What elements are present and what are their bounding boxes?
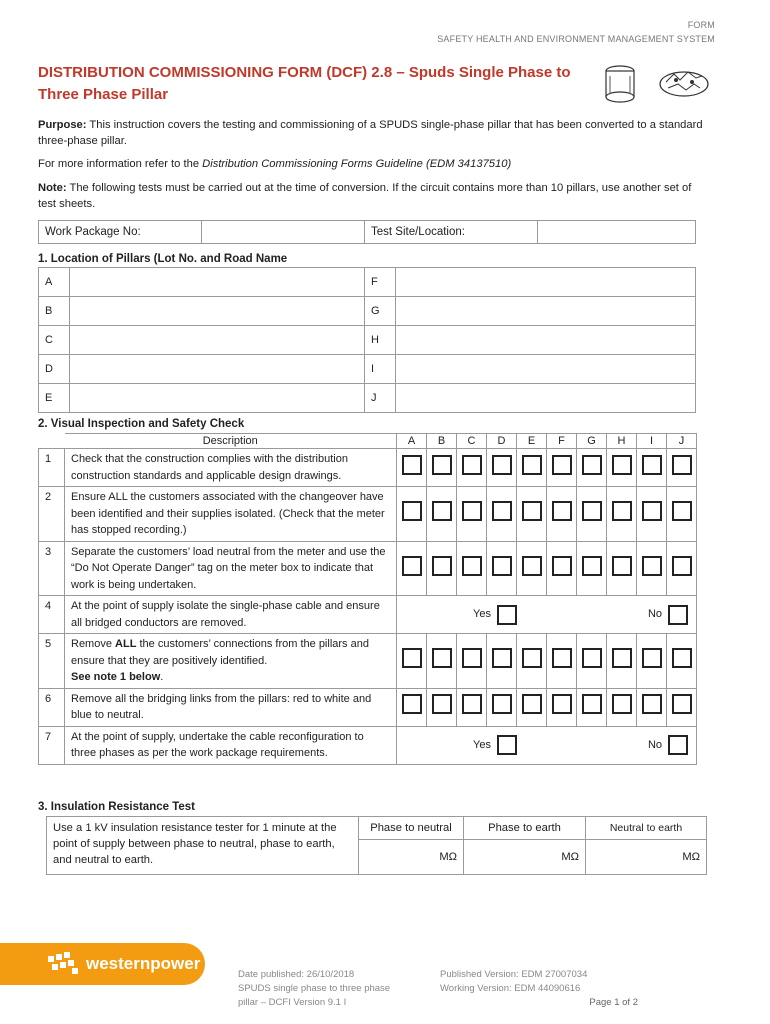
- pillar-checkbox[interactable]: [612, 648, 632, 668]
- pillar-checkbox[interactable]: [522, 501, 542, 521]
- pillar-checkbox[interactable]: [612, 694, 632, 714]
- location-input[interactable]: [70, 355, 365, 384]
- footer-right: [440, 968, 638, 1010]
- pillar-checkbox[interactable]: [432, 455, 452, 475]
- location-letter: D: [39, 355, 70, 384]
- pillar-checkbox[interactable]: [612, 501, 632, 521]
- pillar-checkbox[interactable]: [402, 501, 422, 521]
- inspection-row: [39, 634, 697, 689]
- yes-checkbox[interactable]: [497, 605, 517, 625]
- pillar-column-header: F: [547, 434, 577, 449]
- pillar-checkbox[interactable]: [462, 556, 482, 576]
- published-version: Published Version: EDM 27007034: [440, 969, 588, 980]
- section-2-title: 2. Visual Inspection and Safety Check: [38, 418, 245, 430]
- pillar-checkbox[interactable]: [642, 648, 662, 668]
- location-letter: A: [39, 268, 70, 297]
- pillar-checkbox[interactable]: [492, 556, 512, 576]
- yes-checkbox[interactable]: [497, 735, 517, 755]
- no-label: No: [647, 608, 662, 621]
- unit-label: MΩ: [682, 851, 700, 863]
- pillar-checkbox[interactable]: [462, 501, 482, 521]
- location-input[interactable]: [396, 268, 696, 297]
- inspection-description: Check that the construction complies with the distribution construction standards and applicable design drawings.: [65, 449, 397, 487]
- pillar-checkbox[interactable]: [552, 694, 572, 714]
- note-text: The following tests must be carried out at the time of conversion. If the circuit contains more than 10 pillars, use another set of test sheets.: [38, 182, 692, 210]
- pillar-checkbox[interactable]: [672, 501, 692, 521]
- pillar-column-header: G: [577, 434, 607, 449]
- test-site-label: Test Site/Location:: [365, 221, 538, 244]
- more-info-prefix: For more information refer to the: [38, 158, 203, 170]
- pillar-column-header: J: [667, 434, 697, 449]
- pillar-checkbox[interactable]: [552, 455, 572, 475]
- pillar-column-header: D: [487, 434, 517, 449]
- phase-to-earth-input[interactable]: [464, 840, 586, 875]
- neutral-to-earth-input[interactable]: [586, 840, 707, 875]
- location-letter: B: [39, 297, 70, 326]
- pillar-checkbox[interactable]: [402, 556, 422, 576]
- neutral-to-earth-header: Neutral to earth: [586, 817, 707, 840]
- westernpower-logo: [0, 943, 205, 985]
- pillar-checkbox[interactable]: [582, 556, 602, 576]
- pillar-checkbox[interactable]: [582, 501, 602, 521]
- section-3-title: 3. Insulation Resistance Test: [38, 801, 196, 813]
- pillar-checkbox[interactable]: [642, 501, 662, 521]
- location-input[interactable]: [396, 297, 696, 326]
- purpose-label: Purpose:: [38, 119, 87, 131]
- section-1-title: 1. Location of Pillars (Lot No. and Road Name: [38, 253, 288, 265]
- location-row: [39, 297, 696, 326]
- location-letter: C: [39, 326, 70, 355]
- pillar-checkbox[interactable]: [402, 694, 422, 714]
- meter-illustration-icon: [600, 62, 642, 104]
- item-number: 5: [39, 634, 65, 689]
- phase-to-neutral-input[interactable]: [359, 840, 464, 875]
- pillar-column-header: A: [397, 434, 427, 449]
- inspection-row: [39, 596, 697, 634]
- document-name-line-1: SPUDS single phase to three phase: [238, 983, 391, 994]
- purpose-text: This instruction covers the testing and commissioning of a SPUDS single-phase pillar that has been converted to a standard three-phase pillar.: [38, 119, 703, 147]
- inspection-description: Ensure ALL the customers associated with the changeover have been identified and their supplies isolated. (Check that the meter has stopped recording.): [65, 487, 397, 542]
- title-line-1: DISTRIBUTION COMMISSIONING FORM (DCF) 2.8 – Spuds Single Phase to: [38, 64, 571, 81]
- title-line-2: Three Phase Pillar: [38, 86, 169, 103]
- location-input[interactable]: [396, 355, 696, 384]
- insulation-resistance-table: [46, 816, 707, 875]
- pillar-illustration-icon: [658, 64, 710, 100]
- location-letter: J: [365, 384, 396, 413]
- pillar-checkbox[interactable]: [492, 455, 512, 475]
- no-checkbox[interactable]: [668, 735, 688, 755]
- location-row: [39, 326, 696, 355]
- footer-left: [238, 968, 390, 1010]
- location-input[interactable]: [70, 326, 365, 355]
- inspection-description: Remove all the bridging links from the pillars: red to white and blue to neutral.: [65, 688, 397, 726]
- inspection-row: [39, 449, 697, 487]
- pillar-checkbox[interactable]: [402, 455, 422, 475]
- location-letter: F: [365, 268, 396, 297]
- location-input[interactable]: [70, 268, 365, 297]
- page-title: [38, 62, 598, 106]
- inspection-row: [39, 726, 697, 764]
- pillar-checkbox[interactable]: [642, 694, 662, 714]
- pillar-column-header: C: [457, 434, 487, 449]
- item-number: 2: [39, 487, 65, 542]
- location-row: [39, 268, 696, 297]
- pillar-checkbox[interactable]: [432, 648, 452, 668]
- pillar-checkbox[interactable]: [612, 455, 632, 475]
- visual-inspection-table: [38, 433, 697, 765]
- pillar-checkbox[interactable]: [432, 501, 452, 521]
- pillar-column-header: H: [607, 434, 637, 449]
- see-note-1: See note 1 below: [71, 671, 161, 683]
- location-letter: I: [365, 355, 396, 384]
- inspection-row: [39, 487, 697, 542]
- more-info-paragraph: [38, 156, 703, 172]
- pillar-checkbox[interactable]: [522, 556, 542, 576]
- location-input[interactable]: [70, 297, 365, 326]
- pillar-checkbox[interactable]: [642, 455, 662, 475]
- pillar-checkbox[interactable]: [552, 648, 572, 668]
- inspection-row: [39, 688, 697, 726]
- unit-label: MΩ: [561, 851, 579, 863]
- note-label: Note:: [38, 182, 67, 194]
- location-letter: H: [365, 326, 396, 355]
- inspection-description: Separate the customers’ load neutral from the meter and use the “Do Not Operate Danger” tag on the meter box to indicate that work is being undertaken.: [65, 541, 397, 596]
- guideline-reference: Distribution Commissioning Forms Guideline (EDM 34137510): [202, 158, 512, 170]
- pillar-checkbox[interactable]: [522, 694, 542, 714]
- pillar-checkbox[interactable]: [582, 455, 602, 475]
- form-header: [437, 18, 715, 46]
- inspection-description: At the point of supply isolate the single-phase cable and ensure all bridged conductors are removed.: [65, 596, 397, 634]
- pillar-checkbox[interactable]: [492, 648, 512, 668]
- pillar-checkbox[interactable]: [462, 455, 482, 475]
- description-header: Description: [65, 434, 397, 449]
- logo-mark-icon: [48, 952, 82, 976]
- pillar-checkbox[interactable]: [552, 501, 572, 521]
- page-number: Page 1 of 2: [589, 997, 638, 1008]
- pillar-checkbox[interactable]: [642, 556, 662, 576]
- yes-label: Yes: [473, 608, 491, 621]
- pillar-location-table: [38, 267, 696, 413]
- header-system-label: SAFETY HEALTH AND ENVIRONMENT MANAGEMENT SYSTEM: [437, 34, 715, 44]
- pillar-column-header: B: [427, 434, 457, 449]
- location-row: [39, 384, 696, 413]
- insulation-instructions: Use a 1 kV insulation resistance tester for 1 minute at the point of supply between phase to neutral, phase to earth, and neutral to earth.: [47, 817, 359, 875]
- pillar-checkbox[interactable]: [432, 556, 452, 576]
- location-input[interactable]: [396, 384, 696, 413]
- pillar-checkbox[interactable]: [672, 556, 692, 576]
- unit-label: MΩ: [439, 851, 457, 863]
- pillar-checkbox[interactable]: [672, 694, 692, 714]
- pillar-checkbox[interactable]: [522, 455, 542, 475]
- phase-to-neutral-header: Phase to neutral: [359, 817, 464, 840]
- location-letter: G: [365, 297, 396, 326]
- pillar-column-header: E: [517, 434, 547, 449]
- pillar-checkbox[interactable]: [492, 694, 512, 714]
- pillar-column-header: I: [637, 434, 667, 449]
- location-row: [39, 355, 696, 384]
- inspection-row: [39, 541, 697, 596]
- inspection-description: At the point of supply, undertake the cable reconfiguration to three phases as per the work package requirements.: [65, 726, 397, 764]
- pillar-checkbox[interactable]: [432, 694, 452, 714]
- yes-label: Yes: [473, 738, 491, 751]
- pillar-checkbox[interactable]: [402, 648, 422, 668]
- pillar-checkbox[interactable]: [462, 694, 482, 714]
- working-version: Working Version: EDM 44090616: [440, 983, 581, 994]
- work-package-label: Work Package No:: [39, 221, 202, 244]
- pillar-checkbox[interactable]: [582, 648, 602, 668]
- inspection-description: Remove ALL the customers’ connections from the pillars and ensure that they are positively identified. See note 1 below.: [65, 634, 397, 689]
- no-label: No: [647, 738, 662, 751]
- pillar-checkbox[interactable]: [672, 455, 692, 475]
- test-site-input[interactable]: [538, 221, 696, 244]
- note-paragraph: [38, 180, 703, 212]
- item-number: 1: [39, 449, 65, 487]
- pillar-checkbox[interactable]: [552, 556, 572, 576]
- item-number: 3: [39, 541, 65, 596]
- no-checkbox[interactable]: [668, 605, 688, 625]
- pillar-checkbox[interactable]: [672, 648, 692, 668]
- pillar-checkbox[interactable]: [582, 694, 602, 714]
- header-form-label: FORM: [687, 20, 715, 30]
- pillar-checkbox[interactable]: [492, 501, 512, 521]
- pillar-checkbox[interactable]: [462, 648, 482, 668]
- date-published: Date published: 26/10/2018: [238, 969, 355, 980]
- pillar-checkbox[interactable]: [522, 648, 542, 668]
- pillar-checkbox[interactable]: [612, 556, 632, 576]
- location-input[interactable]: [70, 384, 365, 413]
- location-input[interactable]: [396, 326, 696, 355]
- phase-to-earth-header: Phase to earth: [464, 817, 586, 840]
- document-name-line-2: pillar – DCFI Version 9.1 I: [238, 997, 347, 1008]
- item-number: 6: [39, 688, 65, 726]
- location-letter: E: [39, 384, 70, 413]
- logo-text: westernpower: [86, 954, 201, 973]
- item-number: 4: [39, 596, 65, 634]
- item-number: 7: [39, 726, 65, 764]
- purpose-paragraph: [38, 117, 703, 149]
- work-package-table: [38, 220, 696, 244]
- work-package-input[interactable]: [202, 221, 365, 244]
